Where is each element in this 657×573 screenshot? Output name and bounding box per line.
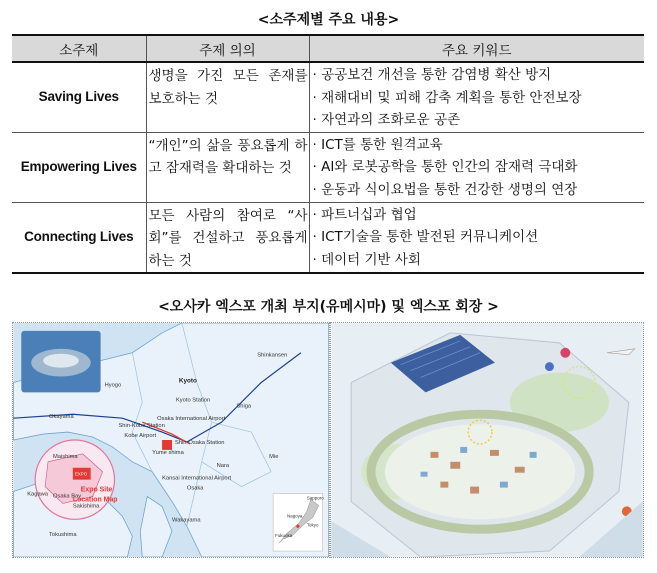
map-label-shinkansen: Shinkansen (257, 352, 288, 359)
map-label-tokushima: Tokushima (49, 532, 77, 539)
table-row (12, 202, 644, 273)
keywords-cell (309, 62, 644, 132)
keyword-item: · ICT기술을 통한 발전된 커뮤니케이션 (312, 229, 539, 245)
table-row (12, 132, 644, 202)
meaning-cell: 모든 사람의 참여로 “사회”를 건설하고 풍요롭게 하는 것 (146, 202, 309, 273)
keyword-item: · 운동과 식이요법을 통한 건강한 생명의 연장 (312, 181, 578, 198)
map-label-kyoto-station: Kyoto Station (175, 397, 211, 404)
map-label-tokyo: Tokyo (306, 522, 319, 528)
map-label-mie: Mie (269, 453, 279, 460)
map-label-shiga: Shiga (236, 403, 252, 410)
theme-cell: Connecting Lives (12, 202, 146, 273)
meaning-cell: “개인”의 삶을 풍요롭게 하고 잠재력을 확대하는 것 (146, 132, 309, 202)
map-label-nagoya: Nagoya (287, 513, 303, 519)
keyword-item: · 공공보건 개선을 통한 감염병 확산 방지 (312, 67, 552, 83)
keyword-item: · 자연과의 조화로운 공존 (312, 112, 461, 128)
venue-illustration (331, 323, 643, 557)
map-label-kagawa: Kagawa (27, 491, 49, 498)
map-label-kansai-airport: Kansai International Airport (162, 475, 232, 482)
map-label-osaka-intl-airport: Osaka International Airport (157, 416, 226, 423)
subtheme-table (12, 34, 644, 274)
table-row (12, 62, 644, 132)
expo-venue-illustration (330, 322, 644, 558)
map-label-hyogo: Hyogo (104, 382, 122, 389)
map-label-yumeshima: Yume shima (152, 449, 184, 456)
map-label-maishima: Maishima (53, 453, 78, 460)
keyword-item: · 재해대비 및 피해 감축 계획을 통한 안전보장 (312, 89, 582, 106)
keywords-cell (309, 132, 644, 202)
map-label-okayama: Okayama (49, 414, 74, 421)
map-label-sapporo: Sapporo (306, 495, 324, 501)
location-map-illustration (13, 323, 329, 557)
map-label-shin-kobe-station: Shin-Kobe Station (118, 423, 165, 430)
header-subtheme: 소주제 (12, 35, 146, 62)
inset-expo-tag: EXPO (74, 471, 88, 477)
map-label-location-map: Location Map (72, 496, 118, 504)
table-caption: <소주제별 주요 내용> (257, 12, 400, 28)
map-label-shin-osaka-station: Shin-Osaka Station (174, 439, 225, 446)
keywords-cell (309, 202, 644, 273)
map-label-kobe-airport: Kobe Airport (124, 433, 157, 440)
expo-location-map (12, 322, 330, 558)
keyword-item: · ICT를 통한 원격교육 (312, 136, 443, 153)
map-label-kyoto: Kyoto (178, 377, 197, 385)
theme-cell: Empowering Lives (12, 132, 146, 202)
map-label-expo-site: Expo Site (80, 486, 113, 494)
map-label-sakishima: Sakishima (72, 503, 100, 510)
header-keywords: 주요 키워드 (309, 35, 644, 62)
meaning-cell: 생명을 가진 모든 존재를 보호하는 것 (146, 62, 309, 132)
map-label-wakayama: Wakayama (171, 517, 201, 524)
table-header-row (12, 35, 644, 62)
keyword-item: · 데이터 기반 사회 (312, 251, 421, 268)
map-label-fukuoka: Fukuoka (275, 533, 293, 539)
header-meaning: 주제 의의 (146, 35, 309, 62)
figure-caption: <오사카 엑스포 개최 부지(유메시마) 및 엑스포 회장 > (158, 299, 499, 315)
keyword-item: · 파트너십과 협업 (312, 206, 417, 223)
keyword-item: · AI와 로봇공학을 통한 인간의 잠재력 극대화 (312, 159, 578, 175)
map-label-osaka: Osaka (186, 485, 204, 492)
map-label-nara: Nara (216, 462, 230, 469)
map-label-osaka-bay: Osaka Bay (53, 493, 82, 500)
theme-cell: Saving Lives (12, 62, 146, 132)
